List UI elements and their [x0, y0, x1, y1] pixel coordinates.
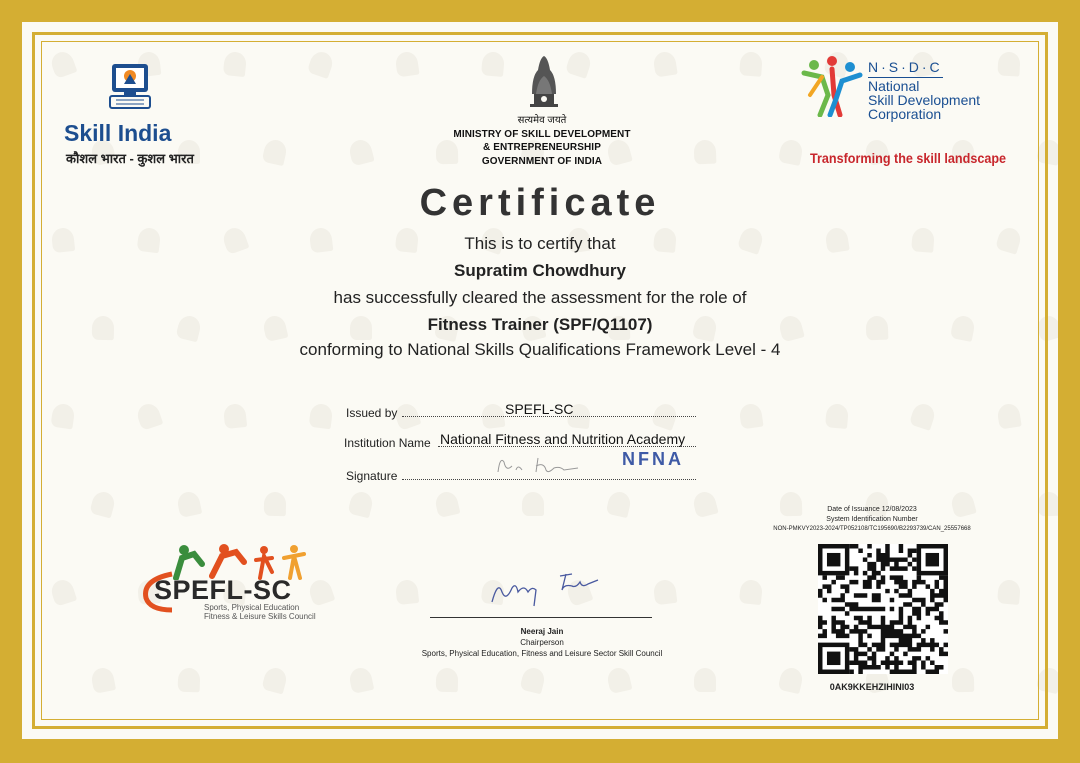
- certify-intro: This is to certify that: [464, 234, 616, 253]
- signatory-title: Chairperson: [520, 638, 564, 647]
- certificate-title: Certificate: [419, 182, 661, 224]
- issuance-date: Date of Issuance 12/08/2023: [827, 506, 917, 513]
- institution-label: Institution Name: [344, 436, 431, 450]
- qr-code-text: 0AK9KKEHZIHINI03: [829, 682, 915, 692]
- institution-stamp: NFNA: [622, 449, 684, 469]
- ministry-line-1: MINISTRY OF SKILL DEVELOPMENT: [453, 129, 631, 140]
- system-id-number: NON-PMKVY2023-2024/TP052108/TC195690/B2293739/CAN_25557668: [773, 526, 971, 532]
- nsdc-tagline: Transforming the skill landscape: [810, 150, 1007, 166]
- nsdc-line-2: Skill Development: [868, 92, 981, 108]
- candidate-name: Supratim Chowdhury: [454, 261, 626, 280]
- system-id-label: System Identification Number: [826, 516, 918, 523]
- job-role: Fitness Trainer (SPF/Q1107): [427, 315, 653, 334]
- signature-dotline: [402, 479, 696, 480]
- signature-label: Signature: [346, 469, 398, 483]
- ministry-line-2: & ENTREPRENEURSHIP: [483, 142, 601, 153]
- skill-india-tagline: कौशल भारत - कुशल भारत: [66, 151, 194, 166]
- nsdc-logo: [798, 55, 1007, 166]
- spefl-sc-subtitle: [204, 603, 316, 621]
- spefl-sc-logo: [132, 542, 322, 622]
- certificate-sheet: [22, 22, 1058, 739]
- signatory-name: Neeraj Jain: [520, 627, 564, 636]
- nsdc-line-3: Corporation: [868, 106, 942, 122]
- nsdc-people-icon: [800, 55, 864, 117]
- cleared-statement: has successfully cleared the assessment for the role of: [333, 288, 747, 307]
- spefl-sc-wordmark: SPEFL-SC: [154, 575, 292, 605]
- chairperson-signature-icon: [484, 562, 604, 610]
- nsdc-abbreviation: N·S·D·C: [868, 59, 943, 75]
- institution-value: National Fitness and Nutrition Academy: [440, 431, 686, 447]
- emblem-motto: सत्यमेव जयते: [517, 115, 567, 126]
- skill-india-wordmark: Skill India: [64, 120, 172, 146]
- national-emblem-icon: [526, 50, 562, 110]
- spefl-sc-subtitle-line-2: Fitness & Leisure Skills Council: [204, 612, 316, 621]
- signature-rule: [430, 617, 652, 618]
- issued-by-label: Issued by: [346, 406, 398, 420]
- nsdc-line-1: National: [868, 78, 920, 94]
- qr-code[interactable]: [818, 544, 948, 674]
- framework-statement: conforming to National Skills Qualifications Framework Level - 4: [299, 340, 781, 359]
- skill-india-emblem-icon: [106, 62, 154, 114]
- skill-india-logo: [60, 60, 200, 170]
- ministry-block: [442, 50, 642, 200]
- spefl-sc-subtitle-line-1: Sports, Physical Education: [204, 603, 300, 612]
- issued-by-value: SPEFL-SC: [505, 401, 574, 417]
- institution-signature-icon: [492, 452, 582, 478]
- signatory-organisation: Sports, Physical Education, Fitness and Leisure Sector Skill Council: [421, 649, 663, 658]
- ministry-line-3: GOVERNMENT OF INDIA: [481, 156, 603, 167]
